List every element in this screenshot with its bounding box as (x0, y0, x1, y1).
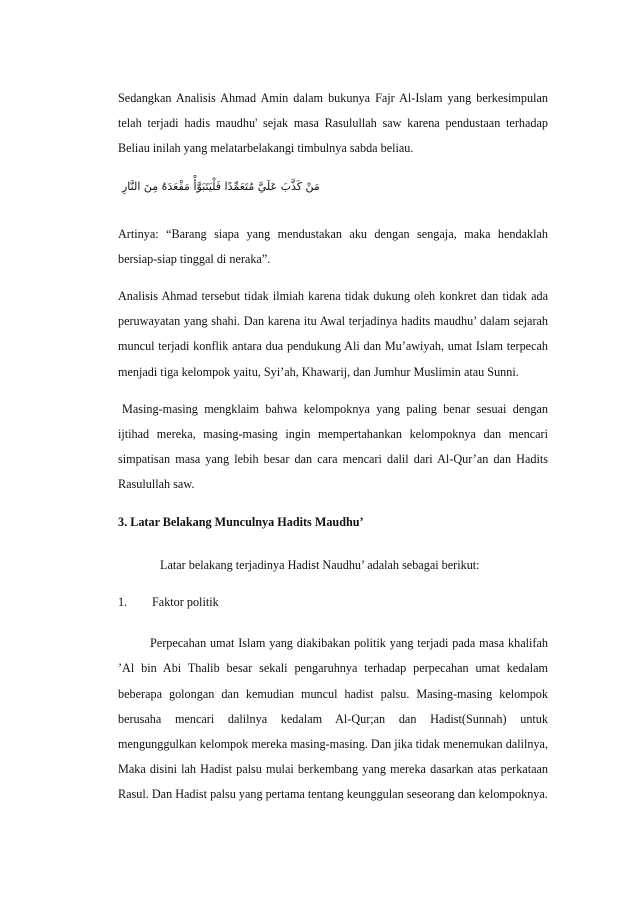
paragraph-ahmad-amin: Sedangkan Analisis Ahmad Amin dalam bukunya Fajr Al-Islam yang berkesimpulan telah terjadi hadis maudhu' sejak masa Rasulullah saw karena pendustaan terhadap Beliau inilah yang melatarbelakangi timbulnya sabda beliau. (118, 91, 548, 156)
paragraph-perpecahan: Perpecahan umat Islam yang diakibakan politik yang terjadi pada masa khalifah ’Al bin Abi Thalib besar sekali pengaruhnya terhadap perpecahan umat kedalam beberapa golongan dan kemudian muncul hadist palsu. Masing-masing kelompok berusaha mencari dalilnya kedalam Al-Qur;an dan Hadist(Sunnah) untuk mengunggulkan kelompok mereka masing-masing. Dan jika tidak menemukan dalilnya, Maka disini lah Hadist palsu mulai berkembang yang mereka dasarkan atas perkataan Rasul. Dan Hadist palsu yang pertama tentang keunggulan seseorang dan kelompoknya. (118, 636, 548, 802)
paragraph-analysis: Analisis Ahmad tersebut tidak ilmiah karena tidak dukung oleh konkret dan tidak ada peruwayatan yang shahi. Dan karena itu Awal terjadinya hadits maudhu’ dalam sejarah muncul terjadi konflik antara dua pendukung Ali dan Mu’awiyah, umat Islam terpecah menjadi tiga kelompok yaitu, Syi’ah, Khawarij, dan Jumhur Muslimin atau Sunni. (118, 289, 548, 379)
paragraph-masing-masing: Masing-masing mengklaim bahwa kelompoknya yang paling benar sesuai dengan ijtihad mereka, masing-masing ingin mempertahankan kelompoknya dan mencari simpatisan masa yang lebih besar dan cara mencari dalil dari Al-Qur’an dan Hadits Rasulullah saw. (118, 401, 548, 492)
section-heading: 3. Latar Belakang Munculnya Hadits Maudhu’ (118, 514, 364, 529)
list-item-faktor-politik (118, 590, 548, 615)
arabic-hadith-span: مَنْ كَذَّبَ عَلَيَّ مُتَعَمِّدًا فَلْيَتَبَوَّأْ مَقْعَدَهُ مِنَ النَّارِ (122, 179, 320, 193)
list-label: Faktor politik (152, 595, 219, 610)
paragraph-intro-list: Latar belakang terjadinya Hadist Naudhu’ adalah sebagai berikut: (160, 557, 480, 572)
document-page (118, 86, 548, 820)
list-number: 1. (118, 595, 128, 610)
paragraph-translation: Artinya: “Barang siapa yang mendustakan aku dengan sengaja, maka hendaklah bersiap-siap tinggal di neraka”. (118, 226, 548, 266)
arabic-hadith-text (118, 174, 548, 200)
